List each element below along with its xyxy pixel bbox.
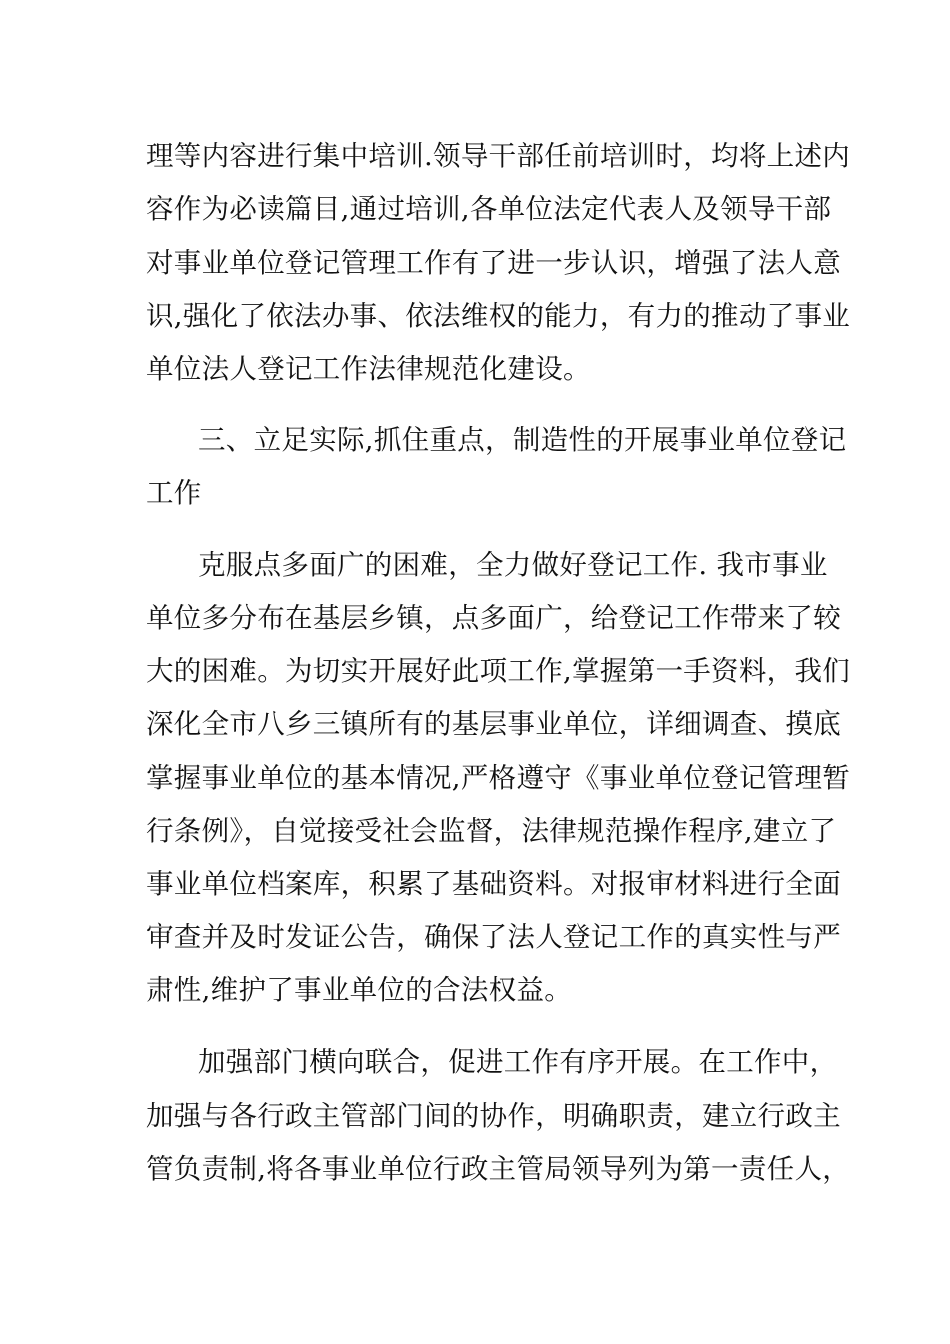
paragraph-line: 审查并及时发证公告，确保了法人登记工作的真实性与严	[146, 921, 841, 953]
paragraph-line: 识,强化了依法办事、依法维权的能力，有力的推动了事业	[146, 300, 851, 332]
paragraph-line: 事业单位档案库，积累了基础资料。对报审材料进行全面	[146, 868, 841, 900]
paragraph-line: 管负责制,将各事业单位行政主管局领导列为第一责任人，	[146, 1153, 851, 1185]
paragraph-line: 大的困难。为切实开展好此项工作,掌握第一手资料，我们	[146, 655, 851, 687]
paragraph-line: 理等内容进行集中培训.领导干部任前培训时，均将上述内	[146, 140, 851, 172]
paragraph-line: 深化全市八乡三镇所有的基层事业单位，详细调查、摸底	[146, 708, 841, 740]
paragraph-line: 加强部门横向联合，促进工作有序开展。在工作中，	[198, 1046, 838, 1078]
paragraph-line: 肃性,维护了事业单位的合法权益。	[146, 974, 573, 1006]
paragraph-line: 对事业单位登记管理工作有了进一步认识，增强了法人意	[146, 247, 841, 279]
paragraph-line: 单位法人登记工作法律规范化建设。	[146, 353, 591, 385]
paragraph-line: 加强与各行政主管部门间的协作，明确职责，建立行政主	[146, 1100, 841, 1132]
paragraph-line: 单位多分布在基层乡镇，点多面广，给登记工作带来了较	[146, 602, 841, 634]
paragraph-line: 掌握事业单位的基本情况,严格遵守《事业单位登记管理暂	[146, 762, 851, 794]
paragraph-line: 行条例》，自觉接受社会监督，法律规范操作程序,建立了	[146, 815, 837, 847]
section-heading-line: 工作	[146, 477, 202, 509]
paragraph-line: 容作为必读篇目,通过培训,各单位法定代表人及领导干部	[146, 193, 832, 225]
paragraph-line: 克服点多面广的困难，全力做好登记工作. 我市事业	[198, 549, 828, 581]
section-heading-line: 三、立足实际,抓住重点，制造性的开展事业单位登记	[198, 424, 847, 456]
